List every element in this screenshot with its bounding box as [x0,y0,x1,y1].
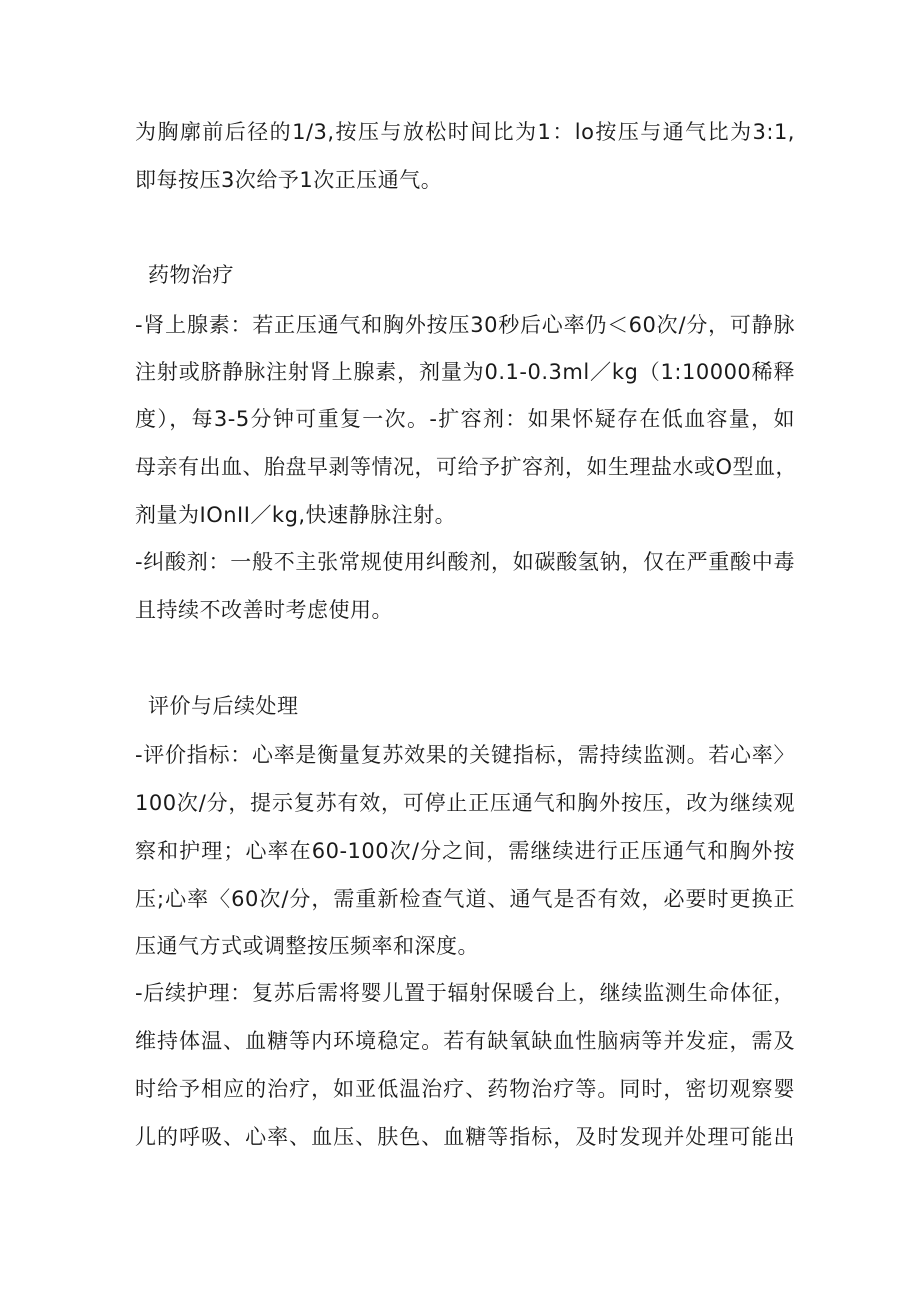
paragraph-line: 为胸廓前后径的1/3,按压与放松时间比为1：lo按压与通气比为3:1, [135,120,795,144]
paragraph-line: 剂量为IOnII／kg,快速静脉注射。 [135,503,457,527]
paragraph-line: 维持体温、血糖等内环境稳定。若有缺氧缺血性脑病等并发症，需及 [135,1029,795,1053]
paragraph-line: 注射或脐静脉注射肾上腺素，剂量为0.1-0.3ml／kg（1:10000稀释 [135,360,795,384]
paragraph-line: -评价指标：心率是衡量复苏效果的关键指标，需持续监测。若心率〉 [135,743,795,767]
paragraph-line: 察和护理；心率在60-100次/分之间，需继续进行正压通气和胸外按 [135,839,795,863]
section-heading-evaluation: 评价与后续处理 [148,694,299,718]
paragraph-line: 压通气方式或调整按压频率和深度。 [135,934,479,958]
section-heading-drugs: 药物治疗 [148,263,234,287]
paragraph-line: 度），每3-5分钟可重复一次。-扩容剂：如果怀疑存在低血容量，如 [135,407,795,431]
paragraph-line: 100次/分，提示复苏有效，可停止正压通气和胸外按压，改为继续观 [135,791,795,815]
paragraph-line: 母亲有出血、胎盘早剥等情况，可给予扩容剂，如生理盐水或O型血， [135,455,798,479]
paragraph-line: 即每按压3次给予1次正压通气。 [135,168,443,192]
paragraph-line: 儿的呼吸、心率、血压、肤色、血糖等指标，及时发现并处理可能出 [135,1125,795,1149]
paragraph-line: -肾上腺素：若正压通气和胸外按压30秒后心率仍＜60次/分，可静脉 [135,313,795,337]
paragraph-line: -后续护理：复苏后需将婴儿置于辐射保暖台上，继续监测生命体征， [135,981,795,1005]
paragraph-line: 压;心率〈60次/分，需重新检查气道、通气是否有效，必要时更换正 [135,887,795,911]
paragraph-line: -纠酸剂：一般不主张常规使用纠酸剂，如碳酸氢钠，仅在严重酸中毒 [135,550,795,574]
paragraph-line: 时给予相应的治疗，如亚低温治疗、药物治疗等。同时，密切观察婴 [135,1077,795,1101]
paragraph-line: 且持续不改善时考虑使用。 [135,598,393,622]
